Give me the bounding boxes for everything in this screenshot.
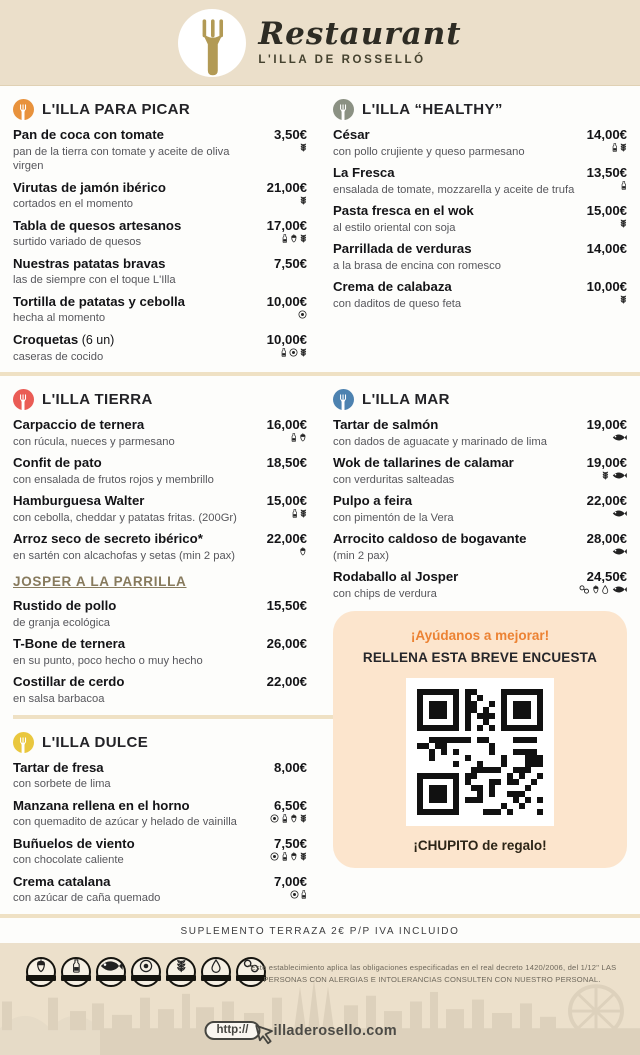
dish-description: hecha al momento bbox=[13, 312, 106, 325]
dish-description: cortados en el momento bbox=[13, 198, 134, 211]
dish-price: 16,00€ bbox=[266, 417, 307, 433]
dish-price: 7,50€ bbox=[273, 835, 307, 851]
menu-item bbox=[13, 874, 307, 906]
dish-name: Crema catalana bbox=[13, 873, 111, 889]
dish-description: con azúcar de caña quemado bbox=[13, 892, 161, 905]
dish-description: con pimentón de la Vera bbox=[333, 511, 454, 524]
dish-price: 14,00€ bbox=[586, 241, 627, 257]
restaurant-logo bbox=[178, 9, 246, 77]
http-prefix-pill: http:// bbox=[205, 1021, 261, 1040]
section-divider-left bbox=[13, 715, 357, 719]
website-row bbox=[205, 1016, 398, 1046]
egg-icon bbox=[290, 890, 299, 900]
nut-icon bbox=[290, 852, 298, 862]
sulfites-icon bbox=[602, 585, 608, 595]
legal-disclaimer: "Este establecimiento aplica las obligaciones especificadas en el real decreto 1420/2006, del 1/12" LAS PERSONAS CON ALERGIAS E INTOLERANCIAS CONSULTEN CON NUESTRO PERSONAL. bbox=[247, 962, 617, 984]
dish-description: con dados de aguacate y marinado de lima bbox=[333, 435, 547, 448]
section-dulce bbox=[13, 732, 307, 906]
dish-price: 7,00€ bbox=[273, 873, 307, 889]
dish-price: 28,00€ bbox=[586, 531, 627, 547]
badge-label-band bbox=[131, 975, 161, 981]
menu-header bbox=[0, 0, 640, 86]
menu-item bbox=[13, 180, 307, 212]
dish-price: 3,50€ bbox=[273, 127, 307, 142]
section-header bbox=[13, 732, 307, 753]
dish-allergen-icons bbox=[579, 585, 627, 595]
dish-allergen-icons bbox=[270, 814, 307, 824]
dish-allergen-icons bbox=[587, 295, 627, 305]
dish-description: en salsa barbacoa bbox=[13, 692, 105, 705]
menu-item bbox=[333, 203, 627, 235]
milk-icon bbox=[292, 509, 298, 519]
dish-price: 21,00€ bbox=[266, 179, 307, 195]
allergen-legend bbox=[26, 957, 266, 987]
dish-description: en su punto, poco hecho o muy hecho bbox=[13, 654, 203, 667]
dish-allergen-icons bbox=[587, 433, 627, 443]
dish-name: Tortilla de patatas y cebolla bbox=[13, 293, 185, 309]
dish-description: con chips de verdura bbox=[333, 587, 437, 600]
dish-name: Manzana rellena en el horno bbox=[13, 797, 190, 813]
gluten-icon bbox=[300, 509, 307, 519]
dish-allergen-icons bbox=[267, 234, 307, 244]
dish-name: Carpaccio de ternera bbox=[13, 417, 145, 433]
menu-item bbox=[13, 674, 307, 706]
dish-price: 10,00€ bbox=[266, 293, 307, 309]
allergen-badge-gluten bbox=[166, 957, 196, 987]
dish-allergen-icons bbox=[274, 143, 307, 153]
menu-item bbox=[333, 241, 627, 273]
dish-description: caseras de cocido bbox=[13, 350, 104, 363]
dish-name: Pasta fresca en el wok bbox=[333, 203, 474, 219]
menu-item bbox=[13, 332, 307, 364]
dish-price: 19,00€ bbox=[586, 455, 627, 471]
dish-name: Arroz seco de secreto ibérico* bbox=[13, 531, 203, 547]
menu-item bbox=[13, 417, 307, 449]
column-left bbox=[13, 376, 307, 912]
menu-content bbox=[0, 86, 640, 943]
dish-price: 6,50€ bbox=[273, 797, 307, 813]
fish-icon bbox=[611, 547, 627, 557]
dish-name: Tartar de salmón bbox=[333, 417, 439, 433]
section-header bbox=[13, 389, 307, 410]
dish-description: de granja ecológica bbox=[13, 616, 111, 629]
menu-item bbox=[333, 165, 627, 197]
section-mar bbox=[333, 389, 627, 601]
section-title: L'ILLA TIERRA bbox=[42, 391, 153, 409]
egg-icon bbox=[298, 310, 307, 320]
dish-name: Virutas de jamón ibérico bbox=[13, 179, 166, 195]
allergen-badge-nut bbox=[26, 957, 56, 987]
dish-name-suffix: (6 un) bbox=[78, 332, 115, 347]
brand-block bbox=[258, 16, 462, 66]
milk-icon bbox=[281, 348, 287, 358]
section-fork-icon bbox=[13, 99, 34, 120]
egg-icon bbox=[289, 348, 298, 358]
menu-item bbox=[13, 455, 307, 487]
brand-name: Restaurant bbox=[258, 16, 462, 52]
milk-icon bbox=[291, 433, 297, 443]
nut-icon bbox=[299, 547, 307, 557]
section-fork-icon bbox=[333, 99, 354, 120]
survey-headline: ¡Ayúdanos a mejorar! bbox=[410, 628, 550, 644]
dish-price: 24,50€ bbox=[586, 569, 627, 585]
dish-allergen-icons bbox=[587, 547, 627, 557]
gluten-icon bbox=[602, 471, 609, 481]
dish-allergen-icons bbox=[587, 219, 627, 229]
menu-item bbox=[333, 279, 627, 311]
menu-item bbox=[333, 569, 627, 601]
survey-card bbox=[333, 611, 627, 868]
egg-icon bbox=[270, 852, 279, 862]
dish-price: 10,00€ bbox=[586, 279, 627, 295]
allergen-badge-fish bbox=[96, 957, 126, 987]
brand-subtitle: L'ILLA DE ROSSELLÓ bbox=[258, 54, 426, 66]
gluten-icon bbox=[300, 348, 307, 358]
badge-label-band bbox=[61, 975, 91, 981]
section-healthy bbox=[333, 86, 627, 370]
menu-row-top bbox=[13, 86, 627, 370]
gluten-icon bbox=[620, 143, 627, 153]
dish-price: 15,00€ bbox=[586, 203, 627, 219]
milk-icon bbox=[612, 143, 618, 153]
milk-icon bbox=[621, 181, 627, 191]
dish-name: Arrocito caldoso de bogavante bbox=[333, 531, 527, 547]
dish-price: 26,00€ bbox=[266, 636, 307, 652]
gluten-icon bbox=[300, 814, 307, 824]
dish-description: (min 2 pax) bbox=[333, 549, 389, 562]
section-tierra bbox=[13, 389, 307, 706]
dish-description: ensalada de tomate, mozzarella y aceite de trufa bbox=[333, 183, 575, 196]
dish-name: La Fresca bbox=[333, 165, 395, 181]
dish-allergen-icons bbox=[587, 471, 627, 481]
dish-description: en sartén con alcachofas y setas (min 2 pax) bbox=[13, 549, 235, 562]
dish-description: pan de la tierra con tomate y aceite de oliva virgen bbox=[13, 145, 230, 173]
dish-price: 8,00€ bbox=[273, 759, 307, 775]
fish-icon bbox=[611, 433, 627, 443]
nut-icon bbox=[592, 585, 600, 595]
dish-description: con quemadito de azúcar y helado de vainilla bbox=[13, 816, 237, 829]
nut-icon bbox=[290, 814, 298, 824]
section-para-picar bbox=[13, 86, 307, 370]
dish-name: Pan de coca con tomate bbox=[13, 127, 164, 142]
dish-name: Rodaballo al Josper bbox=[333, 569, 459, 585]
gluten-icon bbox=[300, 852, 307, 862]
dish-name: Wok de tallarines de calamar bbox=[333, 455, 514, 471]
menu-footer bbox=[0, 943, 640, 1055]
section-title: L'ILLA PARA PICAR bbox=[42, 101, 191, 118]
dish-price: 19,00€ bbox=[586, 417, 627, 433]
dish-allergen-icons bbox=[587, 143, 627, 153]
menu-item bbox=[13, 294, 307, 326]
dish-description: con sorbete de lima bbox=[13, 778, 111, 790]
dish-allergen-icons bbox=[267, 196, 307, 206]
dish-price: 22,00€ bbox=[266, 674, 307, 690]
menu-item bbox=[13, 127, 307, 174]
milk-icon bbox=[282, 814, 288, 824]
badge-label-band bbox=[166, 975, 196, 981]
milk-icon bbox=[301, 890, 307, 900]
menu-item bbox=[13, 798, 307, 830]
section-header bbox=[333, 389, 627, 410]
dish-description: con cebolla, cheddar y patatas fritas. (200Gr) bbox=[13, 511, 237, 524]
menu-item bbox=[333, 455, 627, 487]
fish-icon bbox=[611, 509, 627, 519]
dish-price: 22,00€ bbox=[266, 531, 307, 547]
website-link[interactable]: illaderosello.com bbox=[273, 1022, 397, 1039]
dish-name: César bbox=[333, 127, 370, 142]
dish-name: Rustido de pollo bbox=[13, 598, 117, 614]
badge-label-band bbox=[96, 975, 126, 981]
gluten-icon bbox=[300, 196, 307, 206]
dish-description: con pollo crujiente y queso parmesano bbox=[333, 145, 525, 158]
section-title: L'ILLA “HEALTHY” bbox=[362, 101, 503, 118]
menu-item bbox=[13, 636, 307, 668]
milk-icon bbox=[282, 852, 288, 862]
menu-row-bottom bbox=[13, 376, 627, 912]
section-header bbox=[13, 99, 307, 120]
survey-subheadline: RELLENA ESTA BREVE ENCUESTA bbox=[362, 650, 598, 666]
dish-description: las de siempre con el toque L'Illa bbox=[13, 274, 176, 287]
dish-description: con verduritas salteadas bbox=[333, 473, 455, 486]
dish-allergen-icons bbox=[270, 852, 307, 862]
dish-description: con ensalada de frutos rojos y membrillo bbox=[13, 473, 214, 486]
allergen-badge-sulfites bbox=[201, 957, 231, 987]
dish-name: Hamburguesa Walter bbox=[13, 493, 145, 509]
section-fork-icon bbox=[13, 389, 34, 410]
dish-name: Nuestras patatas bravas bbox=[13, 255, 166, 271]
dish-allergen-icons bbox=[587, 509, 627, 519]
gluten-icon bbox=[300, 143, 307, 153]
dish-price: 15,50€ bbox=[266, 598, 307, 614]
dish-name: Pulpo a feira bbox=[333, 493, 413, 509]
dish-name: Costillar de cerdo bbox=[13, 674, 125, 690]
dish-allergen-icons bbox=[267, 433, 307, 443]
nut-icon bbox=[290, 234, 298, 244]
dish-description: con chocolate caliente bbox=[13, 854, 124, 867]
dish-name: T-Bone de ternera bbox=[13, 636, 126, 652]
dish-description: surtido variado de quesos bbox=[13, 236, 142, 249]
dish-price: 10,00€ bbox=[266, 331, 307, 347]
menu-item bbox=[333, 493, 627, 525]
badge-label-band bbox=[26, 975, 56, 981]
section-header bbox=[333, 99, 627, 120]
gluten-icon bbox=[620, 295, 627, 305]
menu-item bbox=[13, 836, 307, 868]
molluscs-icon bbox=[579, 585, 590, 595]
menu-item bbox=[13, 760, 307, 792]
dish-price: 15,00€ bbox=[266, 493, 307, 509]
fish-icon bbox=[611, 471, 627, 481]
subsection-title: JOSPER A LA PARRILLA bbox=[13, 574, 187, 590]
terrace-note: SUPLEMENTO TERRAZA 2€ P/P IVA INCLUIDO bbox=[180, 925, 460, 937]
dish-price: 17,00€ bbox=[266, 217, 307, 233]
dish-allergen-icons bbox=[267, 509, 307, 519]
dish-name: Tabla de quesos artesanos bbox=[13, 217, 182, 233]
allergen-badge-egg bbox=[131, 957, 161, 987]
badge-label-band bbox=[201, 975, 231, 981]
section-fork-icon bbox=[13, 732, 34, 753]
section-fork-icon bbox=[333, 389, 354, 410]
dish-name: Tartar de fresa bbox=[13, 759, 104, 775]
fork-icon bbox=[199, 18, 227, 77]
allergen-badge-milk bbox=[61, 957, 91, 987]
gluten-icon bbox=[620, 219, 627, 229]
menu-item bbox=[13, 218, 307, 250]
dish-description: con daditos de queso feta bbox=[333, 297, 462, 310]
menu-item bbox=[13, 531, 307, 563]
dish-name: Parrillada de verduras bbox=[333, 241, 472, 257]
dish-allergen-icons bbox=[587, 181, 627, 191]
dish-price: 22,00€ bbox=[586, 493, 627, 509]
survey-reward: ¡CHUPITO de regalo! bbox=[413, 838, 547, 854]
menu-item bbox=[13, 598, 307, 630]
dish-allergen-icons bbox=[267, 310, 307, 320]
dish-allergen-icons bbox=[274, 890, 307, 900]
dish-description: al estilo oriental con soja bbox=[333, 221, 456, 234]
dish-allergen-icons bbox=[267, 348, 307, 358]
dish-price: 7,50€ bbox=[273, 255, 307, 271]
dish-name: Crema de calabaza bbox=[333, 279, 452, 295]
menu-item bbox=[333, 127, 627, 159]
gluten-icon bbox=[300, 234, 307, 244]
egg-icon bbox=[270, 814, 279, 824]
qr-code bbox=[406, 678, 554, 826]
dish-price: 14,00€ bbox=[586, 127, 627, 142]
dish-name: Buñuelos de viento bbox=[13, 835, 135, 851]
dish-name: Croquetas (6 un) bbox=[13, 331, 115, 347]
menu-item bbox=[333, 417, 627, 449]
section-title: L'ILLA DULCE bbox=[42, 733, 149, 751]
dish-description: a la brasa de encina con romesco bbox=[333, 259, 501, 272]
dish-description: con rúcula, nueces y parmesano bbox=[13, 435, 175, 448]
dish-price: 13,50€ bbox=[586, 165, 627, 181]
milk-icon bbox=[282, 234, 288, 244]
dish-name: Confit de pato bbox=[13, 455, 102, 471]
section-title: L'ILLA MAR bbox=[362, 391, 450, 409]
menu-item bbox=[13, 256, 307, 288]
menu-item bbox=[13, 493, 307, 525]
dish-price: 18,50€ bbox=[266, 455, 307, 471]
nut-icon bbox=[299, 433, 307, 443]
menu-item bbox=[333, 531, 627, 563]
fish-icon bbox=[611, 585, 627, 595]
column-right bbox=[333, 376, 627, 912]
dish-allergen-icons bbox=[267, 547, 307, 557]
